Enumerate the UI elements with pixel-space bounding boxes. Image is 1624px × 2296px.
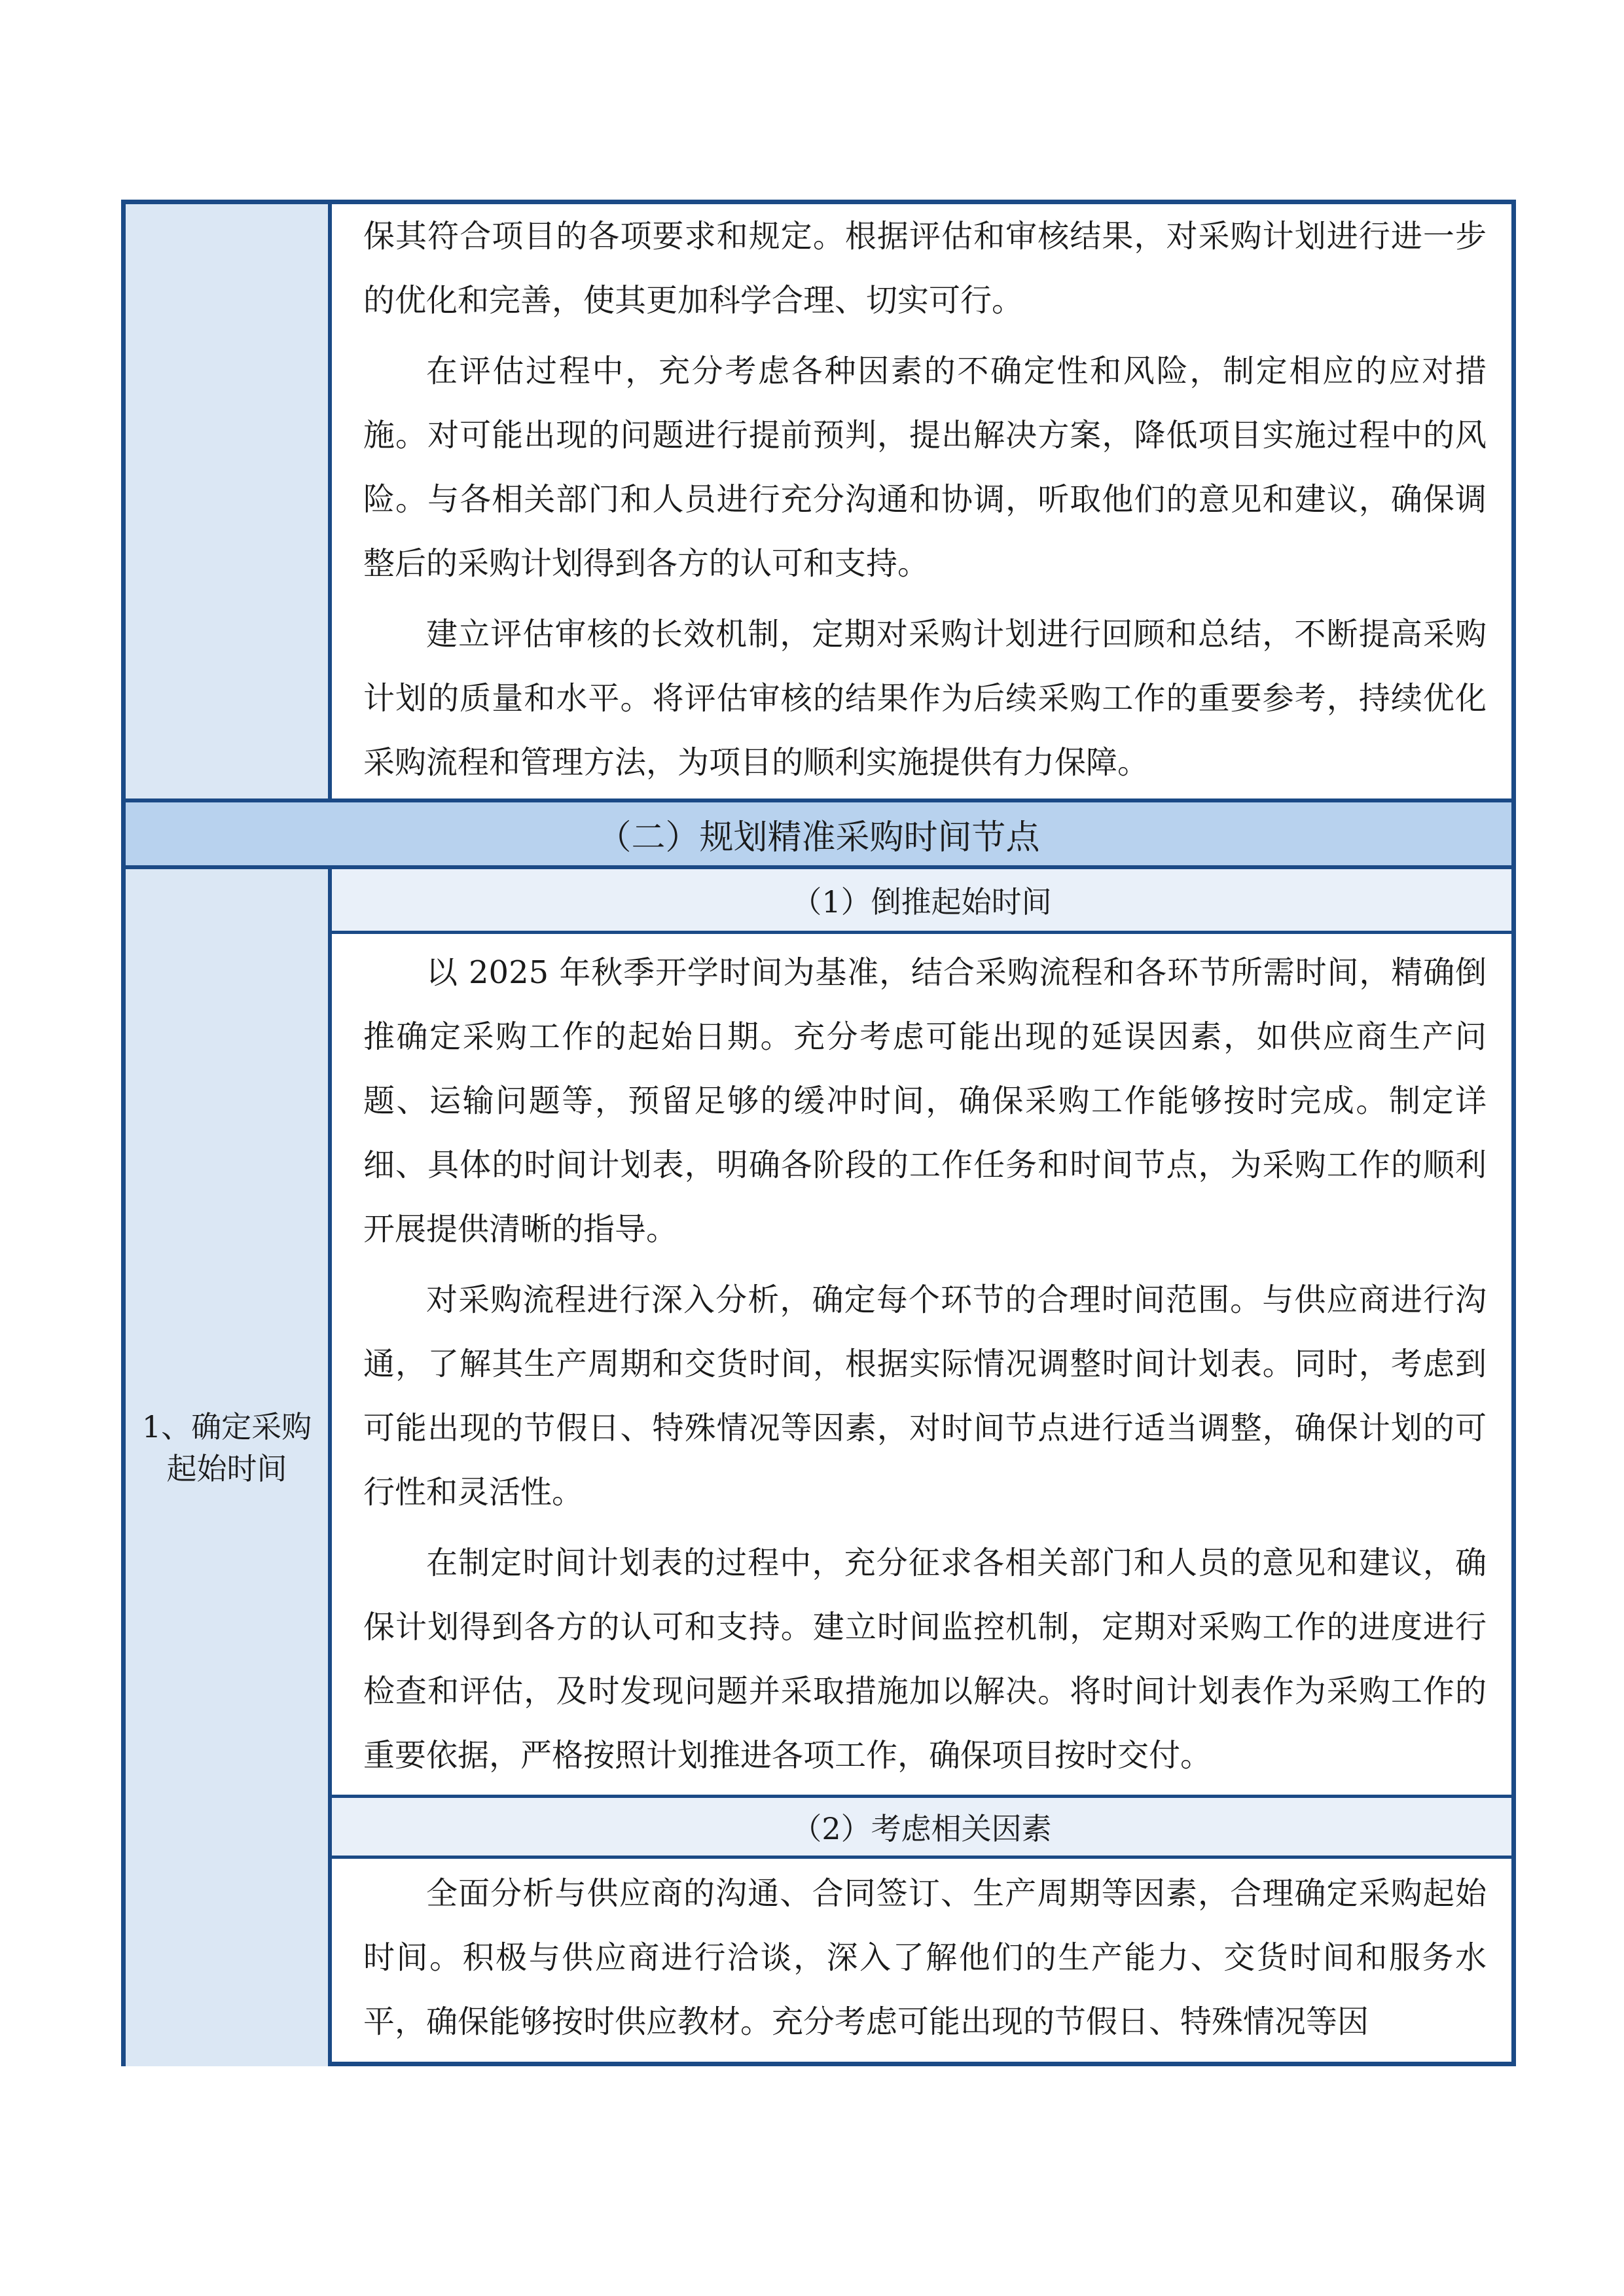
subheader-2 [332, 1795, 1511, 1859]
row-label-cell [126, 869, 332, 2066]
section-title: （二）规划精准采购时间节点 [597, 817, 1040, 857]
sub1-text-cell [332, 934, 1511, 1795]
paragraph: 全面分析与供应商的沟通、合同签订、生产周期等因素，合理确定采购起始时间。积极与供应商进行洽谈，深入了解他们的生产能力、交货时间和服务水平，确保能够按时供应教材。充分考虑可能出现的节假日、特殊情况等因 [363, 1875, 1487, 2040]
paragraph: 保其符合项目的各项要求和规定。根据评估和审核结果，对采购计划进行进一步的优化和完善，使其更加科学合理、切实可行。 [363, 218, 1487, 319]
paragraph: 对采购流程进行深入分析，确定每个环节的合理时间范围。与供应商进行沟通，了解其生产周期和交货时间，根据实际情况调整时间计划表。同时，考虑到可能出现的节假日、特殊情况等因素，对时间节点进行适当调整，确保计划的可行性和灵活性。 [363, 1282, 1487, 1511]
plan-table [121, 200, 1516, 2066]
left-cell-blank [126, 204, 332, 798]
subheader-1 [332, 869, 1511, 934]
paragraph: 建立评估审核的长效机制，定期对采购计划进行回顾和总结，不断提高采购计划的质量和水平。将评估审核的结果作为后续采购工作的重要参考，持续优化采购流程和管理方法，为项目的顺利实施提供有力保障。 [363, 616, 1487, 781]
row-label: 1、确定采购起始时间 [141, 1409, 312, 1486]
subheader-1-title: （1）倒推起始时间 [791, 884, 1052, 920]
paragraph: 在评估过程中，充分考虑各种因素的不确定性和风险，制定相应的应对措施。对可能出现的问题进行提前预判，提出解决方案，降低项目实施过程中的风险。与各相关部门和人员进行充分沟通和协调，听取他们的意见和建议，确保调整后的采购计划得到各方的认可和支持。 [363, 353, 1487, 582]
paragraph: 在制定时间计划表的过程中，充分征求各相关部门和人员的意见和建议，确保计划得到各方的认可和支持。建立时间监控机制，定期对采购工作的进度进行检查和评估，及时发现问题并采取措施加以解决。将时间计划表作为采购工作的重要依据，严格按照计划推进各项工作，确保项目按时交付。 [363, 1545, 1487, 1774]
sub2-text-cell [332, 1859, 1511, 2062]
section-header [126, 798, 1511, 869]
evaluation-text-cell [332, 204, 1511, 798]
subheader-2-title: （2）考虑相关因素 [791, 1811, 1052, 1846]
paragraph: 以 2025 年秋季开学时间为基准，结合采购流程和各环节所需时间，精确倒推确定采购工作的起始日期。充分考虑可能出现的延误因素，如供应商生产问题、运输问题等，预留足够的缓冲时间，确保采购工作能够按时完成。制定详细、具体的时间计划表，明确各阶段的工作任务和时间节点，为采购工作的顺利开展提供清晰的指导。 [363, 954, 1487, 1247]
